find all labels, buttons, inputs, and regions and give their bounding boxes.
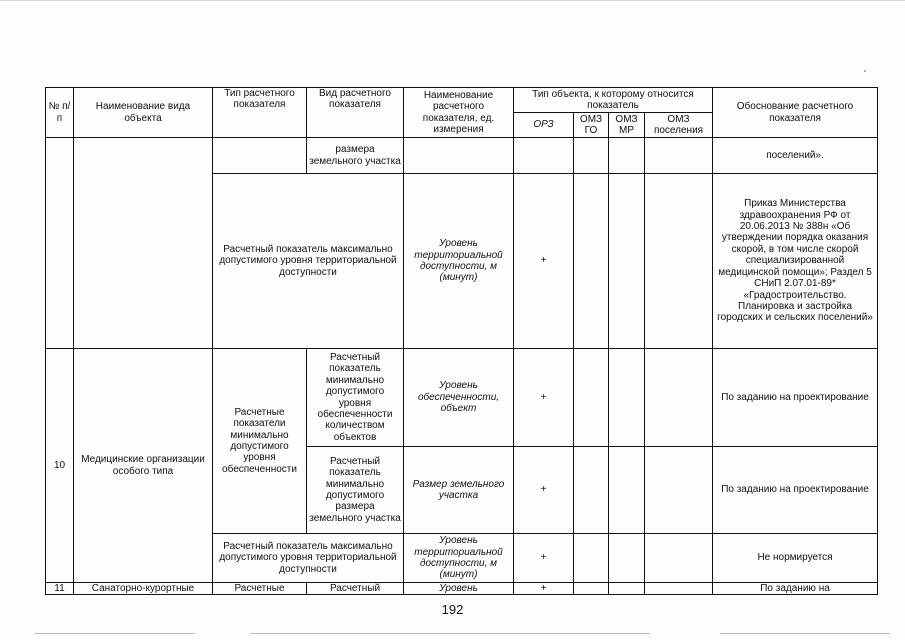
cell-name-empty xyxy=(74,138,213,349)
cell-orz-mark: + xyxy=(514,174,574,349)
cell-omz-go-empty xyxy=(574,583,609,595)
cell-basis: По заданию на проектирование xyxy=(713,349,878,447)
cell-indicator: Уровень xyxy=(404,583,514,595)
cell-omz-pos-empty xyxy=(645,583,713,595)
cell-omz-go-empty xyxy=(574,138,609,174)
cell-omz-mr-empty xyxy=(609,583,645,595)
cell-object-name: Санаторно-курортные xyxy=(74,583,213,595)
cell-calc-indicator: Расчетный показатель максимально допустимого уровня территориальной доступности xyxy=(213,534,404,583)
cell-omz-mr-empty xyxy=(609,174,645,349)
cell-omz-pos-empty xyxy=(645,447,713,534)
cell-calc-indicator: Расчетный показатель максимально допустимого уровня территориальной доступности xyxy=(213,174,404,349)
cell-indicator: Уровень территориальной доступности, м (минут) xyxy=(404,174,514,349)
col-indicator-name-header: Наименование расчетного показателя, ед. измерения xyxy=(404,88,514,138)
cell-omz-go-empty xyxy=(574,174,609,349)
cell-basis: Приказ Министерства здравоохранения РФ от 20.06.2013 № 388н «Об утверждении порядка оказания скорой, в том числе скорой специализированной медицинской помощи»; Раздел 5 СНиП 2.07.01-89* «Градостроительство. Планировка и застройка городских и сельских поселений» xyxy=(713,174,878,349)
cell-omz-go-empty xyxy=(574,447,609,534)
col-omz-go-header: ОМЗ ГО xyxy=(574,113,609,138)
table-row-11 xyxy=(46,583,878,595)
cell-calc-type: Расчетные показатели минимально допустимого уровня обеспеченности xyxy=(213,349,307,534)
cell-orz-mark: + xyxy=(514,447,574,534)
cell-num-empty xyxy=(46,138,74,349)
col-omz-mr-header: ОМЗ МР xyxy=(609,113,645,138)
cell-num: 11 xyxy=(46,583,74,595)
cell-orz-mark: + xyxy=(514,534,574,583)
bottom-rule-left xyxy=(35,633,195,634)
cell-orz-empty xyxy=(514,138,574,174)
cell-object-name: Медицинские организации особого типа xyxy=(74,349,213,583)
cell-calc-kind: Расчетный xyxy=(307,583,404,595)
header-row-1 xyxy=(46,88,878,113)
col-omz-pos-header: ОМЗ поселения xyxy=(645,113,713,138)
indicators-table xyxy=(45,87,878,595)
cell-omz-mr-empty xyxy=(609,534,645,583)
cell-omz-pos-empty xyxy=(645,534,713,583)
cell-calc-type-empty xyxy=(213,138,307,174)
cell-calc-kind: размера земельного участка xyxy=(307,138,404,174)
col-object-type-group-header: Тип объекта, к которому относится показатель xyxy=(514,88,713,113)
page-top-edge xyxy=(0,0,905,4)
cell-omz-pos-empty xyxy=(645,174,713,349)
cell-omz-mr-empty xyxy=(609,349,645,447)
col-calc-kind-header: Вид расчетного показателя xyxy=(307,88,404,138)
col-num-header: № п/п xyxy=(46,88,74,138)
cell-calc-kind: Расчетный показатель минимально допустимого размера земельного участка xyxy=(307,447,404,534)
cell-orz-mark: + xyxy=(514,349,574,447)
col-orz-header: ОРЗ xyxy=(514,113,574,138)
bottom-rule-right xyxy=(720,633,890,634)
cell-omz-go-empty xyxy=(574,349,609,447)
cell-basis: По заданию на проектирование xyxy=(713,447,878,534)
cell-calc-kind: Расчетный показатель минимально допустимого уровня обеспеченности количеством объектов xyxy=(307,349,404,447)
cell-calc-type: Расчетные xyxy=(213,583,307,595)
cell-omz-pos-empty xyxy=(645,138,713,174)
cell-omz-pos-empty xyxy=(645,349,713,447)
cell-basis: Не нормируется xyxy=(713,534,878,583)
table-row-continuation xyxy=(46,138,878,174)
cell-orz-mark: + xyxy=(514,583,574,595)
bottom-rule-center xyxy=(250,633,650,634)
col-basis-header: Обоснование расчетного показателя xyxy=(713,88,878,138)
col-calc-type-header: Тип расчетного показателя xyxy=(213,88,307,138)
cell-omz-mr-empty xyxy=(609,138,645,174)
cell-basis: поселений». xyxy=(713,138,878,174)
col-object-name-header: Наименование вида объекта xyxy=(74,88,213,138)
table-row-10a xyxy=(46,349,878,447)
page-number: 192 xyxy=(441,602,464,617)
cell-indicator: Размер земельного участка xyxy=(404,447,514,534)
cell-indicator-empty xyxy=(404,138,514,174)
cell-num: 10 xyxy=(46,349,74,583)
scan-speck xyxy=(864,70,866,72)
cell-indicator: Уровень обеспеченности, объект xyxy=(404,349,514,447)
cell-omz-mr-empty xyxy=(609,447,645,534)
cell-indicator: Уровень территориальной доступности, м (минут) xyxy=(404,534,514,583)
cell-omz-go-empty xyxy=(574,534,609,583)
cell-basis: По заданию на xyxy=(713,583,878,595)
